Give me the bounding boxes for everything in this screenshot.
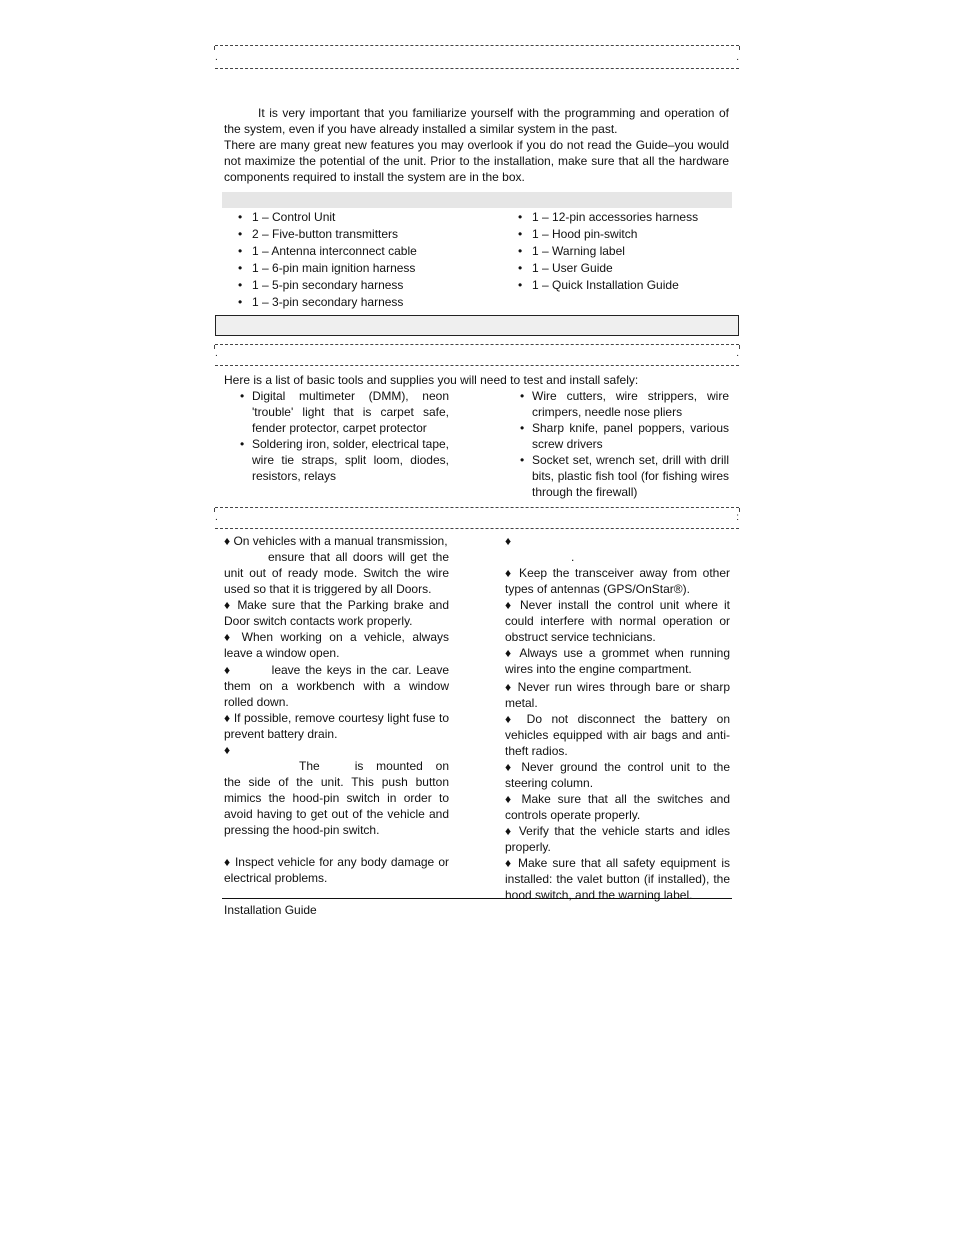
list-item: • Socket set, wrench set, drill with drill bits, plastic fish tool (for fishing wires through the firewall) [518, 452, 729, 500]
footer-label: Installation Guide [224, 903, 317, 917]
list-item: • 1 – 6-pin main ignition harness [238, 260, 488, 277]
components-heading-bar [222, 192, 732, 208]
tip-text: . [571, 550, 575, 564]
tip-text: ♦ Verify that the vehicle starts and idles properly. [505, 824, 730, 854]
tip-text: ♦ Never run wires through bare or sharp metal. [505, 680, 730, 710]
tip-text: ♦ If possible, remove courtesy light fuse to prevent battery drain. [224, 711, 449, 741]
tip-text: ♦ Make sure that all safety equipment is installed: the valet button (if installed), the hood switch, and the warning label. [505, 856, 730, 902]
intro-paragraph [224, 105, 729, 185]
tip-text: ♦ Never ground the control unit to the steering column. [505, 760, 730, 790]
list-item: • 1 – User Guide [518, 260, 733, 277]
tip-text: ♦ Always use a grommet when running wires into the engine compartment. [505, 646, 730, 676]
tip-text: ♦ Never install the control unit where it could interfere with normal operation or obstruct service technicians. [505, 598, 730, 644]
tip-text: ♦ On vehicles with a manual transmission, [224, 534, 448, 548]
list-item: • 1 – 3-pin secondary harness [238, 294, 488, 311]
tip-text: ♦ leave the keys in the car. Leave them on a workbench with a window rolled down. [224, 663, 450, 709]
components-list-right [518, 209, 733, 294]
list-item: • 1 – Quick Installation Guide [518, 277, 733, 294]
intro-line-1: It is very important that you familiarize yourself with the programming and operation of the system, even if you have already installed a similar system in the past. [224, 106, 729, 136]
tip-text: ♦ Keep the transceiver away from other types of antennas (GPS/OnStar®). [505, 566, 730, 596]
tips-column-left [224, 533, 449, 886]
tip-text: ♦ Make sure that the Parking brake and Door switch contacts work properly. [224, 598, 449, 628]
tip-text: ♦ [505, 534, 512, 548]
list-item: • 1 – Control Unit [238, 209, 488, 226]
list-item: • 1 – Antenna interconnect cable [238, 243, 488, 260]
list-item: • Digital multimeter (DMM), neon 'trouble' light that is carpet safe, fender protector, carpet protector [238, 388, 449, 436]
footer-divider [222, 898, 732, 899]
tip-text: ♦ When working on a vehicle, always leave a window open. [224, 630, 449, 660]
tools-intro: Here is a list of basic tools and supplies you will need to test and install safely: [224, 373, 639, 387]
tip-text: ♦ Make sure that all the switches and controls operate properly. [505, 792, 730, 822]
note-box [215, 315, 739, 336]
tip-text: The is mounted on the side of the unit. This push button mimics the hood-pin switch in order to avoid having to get out of the vehicle and pressing the hood-pin switch. [224, 759, 449, 837]
tip-text: ♦ [224, 743, 231, 757]
tip-text: ♦ Do not disconnect the battery on vehicles equipped with air bags and anti-theft radios. [505, 712, 730, 758]
list-item: • 1 – Warning label [518, 243, 733, 260]
tips-column-right [505, 533, 730, 903]
tip-text: ensure that all doors will get the unit out of ready mode. Switch the wire used so that it is triggered by all Doors. [224, 550, 449, 596]
list-item: • 1 – 12-pin accessories harness [518, 209, 733, 226]
tools-list-left [238, 388, 449, 484]
section-header-box-3: . : [215, 507, 739, 529]
list-item: • 1 – Hood pin-switch [518, 226, 733, 243]
intro-line-2: There are many great new features you may overlook if you do not read the Guide–you would not maximize the potential of the unit. Prior to the installation, make sure that all the hardware components required to install the system are in the box. [224, 138, 729, 184]
list-item: • Sharp knife, panel poppers, various screw drivers [518, 420, 729, 452]
list-item: • 2 – Five-button transmitters [238, 226, 488, 243]
section-header-box-2: . . [215, 344, 739, 366]
tip-text: ♦ Inspect vehicle for any body damage or electrical problems. [224, 855, 449, 885]
list-item: • 1 – 5-pin secondary harness [238, 277, 488, 294]
components-list-left [238, 209, 488, 311]
section-header-box-1: . . [215, 45, 739, 69]
list-item: • Wire cutters, wire strippers, wire crimpers, needle nose pliers [518, 388, 729, 420]
list-item: • Soldering iron, solder, electrical tape, wire tie straps, split loom, diodes, resistors, relays [238, 436, 449, 484]
tools-list-right [518, 388, 729, 500]
